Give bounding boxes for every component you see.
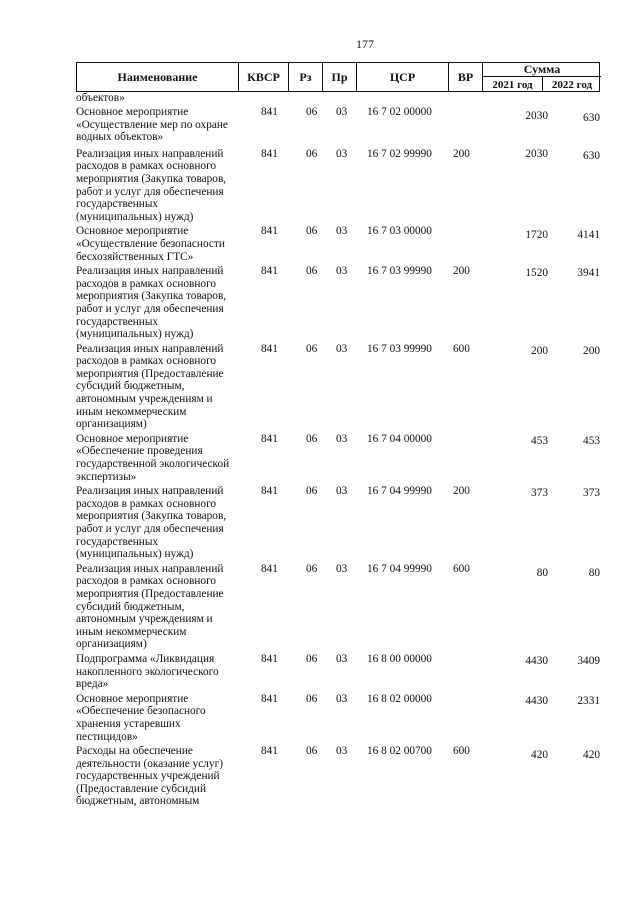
row-sum-2021: 453 (531, 434, 548, 447)
row-kvsr: 841 (261, 265, 278, 278)
row-vr: 600 (453, 562, 470, 575)
table-row (76, 148, 616, 224)
row-sum-2021: 4430 (525, 654, 548, 667)
row-rz: 06 (306, 106, 318, 118)
row-pr: 03 (336, 432, 348, 445)
table-row (76, 693, 616, 743)
row-pr: 03 (336, 265, 348, 278)
row-csr: 16 7 03 99990 (367, 342, 432, 355)
row-kvsr: 841 (261, 342, 278, 355)
table-row (76, 225, 616, 263)
row-rz: 06 (306, 432, 318, 445)
row-sum-2021: 2030 (525, 110, 548, 122)
row-sum-2021: 2030 (525, 147, 548, 160)
row-rz: 06 (306, 745, 318, 758)
row-name: Расходы на обеспечение деятельности (оказание услуг) государственных учреждений (Предоставление субсидий бюджетным, автономным (76, 745, 223, 808)
row-pr: 03 (336, 485, 348, 498)
row-kvsr: 841 (261, 652, 278, 665)
table-body (76, 92, 616, 808)
row-sum-2022: 3941 (577, 267, 600, 280)
row-vr: 600 (453, 745, 470, 758)
row-sum-2022: 630 (583, 149, 600, 162)
row-sum-2022: 200 (583, 344, 600, 357)
row-name: Реализация иных направлений расходов в рамках основного мероприятия (Закупка товаров, работ и услуг для обеспечения государственных (муниципальных) нужд) (76, 485, 227, 561)
page-number: 177 (356, 37, 374, 51)
continuation-text: объектов» (76, 92, 125, 104)
header-2022: 2022 год (551, 78, 593, 91)
table-header (76, 62, 600, 92)
header-rz: Рз (289, 63, 323, 91)
header-sum: Сумма (483, 63, 601, 77)
row-pr: 03 (336, 225, 348, 238)
header-2021: 2021 год (483, 77, 543, 92)
row-name: Основное мероприятие «Обеспечение безопасного хранения устаревших пестицидов» (76, 692, 206, 743)
row-rz: 06 (306, 342, 318, 355)
table-row (76, 653, 616, 691)
header-csr: ЦСР (357, 63, 449, 91)
row-pr: 03 (336, 342, 348, 355)
row-name: Основное мероприятие «Осуществление мер по охране водных объектов» (76, 106, 228, 144)
row-name: Реализация иных направлений расходов в рамках основного мероприятия (Предоставление субсидий бюджетным, автономным учреждениям и иным некоммерческим организациям) (76, 342, 224, 431)
table-row (76, 485, 616, 561)
row-kvsr: 841 (261, 692, 278, 705)
header-name: Наименование (77, 63, 239, 91)
row-name: Основное мероприятие «Осуществление безопасности бесхозяйственных ГТС» (76, 225, 225, 263)
row-csr: 16 7 04 99990 (367, 485, 432, 498)
row-kvsr: 841 (261, 147, 278, 160)
row-rz: 06 (306, 225, 318, 238)
row-sum-2022: 4141 (577, 229, 600, 242)
row-pr: 03 (336, 745, 348, 758)
row-pr: 03 (336, 106, 348, 118)
row-rz: 06 (306, 485, 318, 498)
row-sum-2021: 420 (531, 749, 548, 762)
row-name: Реализация иных направлений расходов в рамках основного мероприятия (Закупка товаров, работ и услуг для обеспечения государственных (муниципальных) нужд) (76, 147, 227, 223)
row-kvsr: 841 (261, 432, 278, 445)
row-pr: 03 (336, 652, 348, 665)
row-vr: 200 (453, 485, 470, 498)
table-row (76, 265, 616, 341)
header-kvsr: КВСР (239, 63, 289, 91)
row-csr: 16 8 00 00000 (367, 652, 432, 665)
row-kvsr: 841 (261, 225, 278, 238)
row-pr: 03 (336, 692, 348, 705)
row-sum-2021: 1520 (525, 267, 548, 280)
header-pr: Пр (323, 63, 357, 91)
row-kvsr: 841 (261, 485, 278, 498)
row-csr: 16 7 02 99990 (367, 147, 432, 160)
table-row (76, 433, 616, 483)
row-sum-2022: 420 (583, 749, 600, 762)
row-sum-2022: 3409 (577, 654, 600, 667)
row-csr: 16 8 02 00000 (367, 692, 432, 705)
row-sum-2022: 453 (583, 434, 600, 447)
row-rz: 06 (306, 147, 318, 160)
table-row (76, 343, 616, 431)
row-sum-2021: 80 (536, 566, 548, 579)
row-rz: 06 (306, 652, 318, 665)
table-row (76, 745, 616, 808)
row-kvsr: 841 (261, 562, 278, 575)
row-pr: 03 (336, 147, 348, 160)
row-name: Подпрограмма «Ликвидация накопленного экологического вреда» (76, 652, 219, 691)
header-vr: ВР (449, 63, 483, 91)
row-csr: 16 7 04 00000 (367, 432, 432, 445)
table-row (76, 106, 616, 144)
row-sum-2022: 2331 (577, 694, 600, 707)
row-sum-2021: 200 (531, 344, 548, 357)
row-kvsr: 841 (261, 106, 278, 118)
row-name: Основное мероприятие «Обеспечение проведения государственной экологической экспертизы» (76, 432, 230, 483)
row-pr: 03 (336, 562, 348, 575)
table-row (76, 563, 616, 651)
row-csr: 16 7 03 99990 (367, 265, 432, 278)
row-sum-2022: 373 (583, 487, 600, 500)
row-sum-2021: 373 (531, 487, 548, 500)
row-csr: 16 7 03 00000 (367, 225, 432, 238)
row-vr: 200 (453, 147, 470, 160)
row-name: Реализация иных направлений расходов в рамках основного мероприятия (Предоставление субсидий бюджетным, автономным учреждениям и иным некоммерческим организациям) (76, 562, 224, 651)
row-kvsr: 841 (261, 745, 278, 758)
row-rz: 06 (306, 562, 318, 575)
row-name: Реализация иных направлений расходов в рамках основного мероприятия (Закупка товаров, работ и услуг для обеспечения государственных (муниципальных) нужд) (76, 265, 227, 341)
row-vr: 200 (453, 265, 470, 278)
row-sum-2021: 1720 (525, 229, 548, 242)
row-rz: 06 (306, 692, 318, 705)
row-csr: 16 7 02 00000 (367, 106, 432, 118)
row-csr: 16 7 04 99990 (367, 562, 432, 575)
row-sum-2022: 630 (583, 112, 600, 124)
row-sum-2021: 4430 (525, 694, 548, 707)
row-sum-2022: 80 (588, 566, 600, 579)
row-csr: 16 8 02 00700 (367, 745, 432, 758)
row-vr: 600 (453, 342, 470, 355)
row-rz: 06 (306, 265, 318, 278)
